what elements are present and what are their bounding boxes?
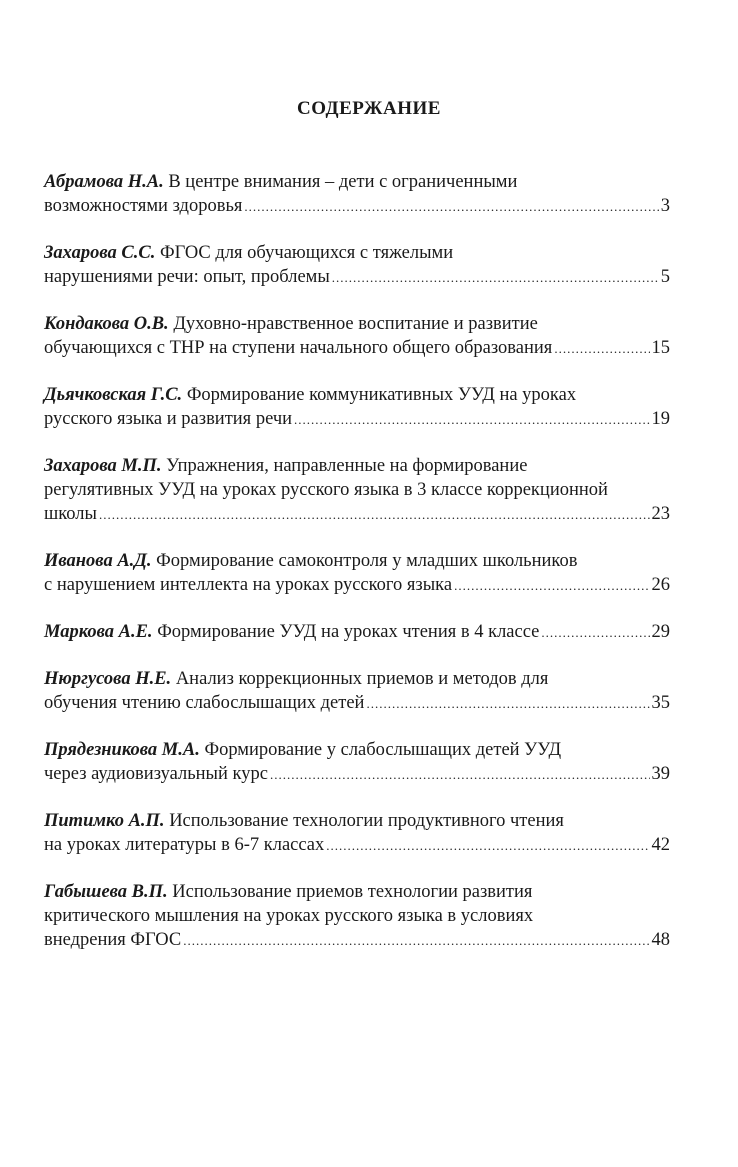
toc-entry-line — [44, 502, 670, 526]
toc-entry[interactable] — [44, 383, 670, 431]
dot-leader — [332, 266, 659, 290]
toc-title-text: Формирование коммуникативных УУД на уроках — [186, 385, 577, 405]
toc-entry[interactable] — [44, 667, 670, 715]
toc-entry-line — [44, 620, 670, 644]
toc-entry-text — [44, 740, 561, 760]
toc-title-text: Упражнения, направленные на формирование — [166, 456, 528, 476]
toc-entry-line — [44, 549, 670, 573]
toc-entry-line — [44, 880, 670, 904]
toc-entry-text — [44, 480, 608, 500]
toc-entry-text — [44, 906, 533, 926]
toc-title-text: с нарушением интеллекта на уроках русского языка — [44, 575, 453, 595]
toc-author: Захарова С.С. — [44, 243, 156, 263]
toc-entry-line — [44, 667, 670, 691]
toc-entry-line — [44, 738, 670, 762]
toc-author: Нюргусова Н.Е. — [44, 669, 172, 689]
toc-title-text: через аудиовизуальный курс — [44, 764, 268, 784]
toc-entry-text — [44, 620, 539, 644]
toc-page-number: 15 — [651, 338, 670, 358]
toc-entry-line — [44, 478, 670, 502]
toc-entry-text — [44, 928, 181, 952]
toc-entry-line — [44, 407, 670, 431]
toc-entry[interactable] — [44, 809, 670, 857]
toc-page-number: 26 — [651, 575, 670, 595]
toc-entry-line — [44, 336, 670, 360]
toc-entry-text — [44, 336, 552, 360]
toc-page-number: 35 — [651, 693, 670, 713]
toc-page-number: 48 — [651, 930, 670, 950]
toc-title-text: школы — [44, 504, 97, 524]
toc-author: Габышева В.П. — [44, 882, 168, 902]
toc-page-number: 23 — [651, 504, 670, 524]
toc-entry-line — [44, 762, 670, 786]
toc-entry-line — [44, 573, 670, 597]
toc-title-text: В центре внимания – дети с ограниченными — [168, 172, 518, 192]
toc-entry-line — [44, 383, 670, 407]
toc-entry-text — [44, 833, 324, 857]
toc-entry[interactable] — [44, 241, 670, 289]
dot-leader — [326, 834, 649, 858]
dot-leader — [454, 574, 649, 598]
toc-author: Иванова А.Д. — [44, 551, 152, 571]
dot-leader — [294, 408, 649, 432]
toc-page-number: 3 — [660, 196, 670, 216]
toc-entry-text — [44, 265, 330, 289]
toc-page-number: 5 — [660, 267, 670, 287]
toc-author: Захарова М.П. — [44, 456, 162, 476]
toc-entry[interactable] — [44, 454, 670, 526]
toc-title-text: обучающихся с ТНР на ступени начального общего образования — [44, 338, 553, 358]
toc-title-text: нарушениями речи: опыт, проблемы — [44, 267, 330, 287]
toc-entry[interactable] — [44, 312, 670, 360]
toc-entry-text — [44, 882, 532, 902]
toc-entry-line — [44, 241, 670, 265]
toc-author: Прядезникова М.А. — [44, 740, 200, 760]
toc-entry-line — [44, 265, 670, 289]
toc-entry-text — [44, 407, 292, 431]
dot-leader — [554, 337, 649, 361]
toc-entry[interactable] — [44, 620, 670, 644]
toc-title-text: Духовно-нравственное воспитание и развитие — [173, 314, 538, 334]
toc-title-text: на уроках литературы в 6-7 классах — [44, 835, 325, 855]
toc-title-text: Формирование у слабослышащих детей УУД — [204, 740, 562, 760]
dot-leader — [366, 692, 649, 716]
toc-entry-text — [44, 669, 548, 689]
toc-entry-line — [44, 194, 670, 218]
toc-entry-text — [44, 502, 97, 526]
toc-title-text: критического мышления на уроках русского языка в условиях — [44, 906, 534, 926]
toc-entry[interactable] — [44, 549, 670, 597]
toc-entry-text — [44, 314, 538, 334]
toc-entry[interactable] — [44, 880, 670, 952]
toc-author: Питимко А.П. — [44, 811, 165, 831]
toc-title-text: регулятивных УУД на уроках русского языка в 3 классе коррекционной — [44, 480, 608, 500]
toc-title-text: внедрения ФГОС — [44, 930, 182, 950]
toc-entry-text — [44, 243, 453, 263]
dot-leader — [244, 195, 658, 219]
toc-entry-line — [44, 809, 670, 833]
toc-author: Абрамова Н.А. — [44, 172, 164, 192]
toc-page-number: 42 — [651, 835, 670, 855]
toc-title-text: русского языка и развития речи — [44, 409, 293, 429]
toc-entry-text — [44, 385, 576, 405]
toc-title-text: Формирование самоконтроля у младших школьников — [156, 551, 578, 571]
toc-title-text: возможностями здоровья — [44, 196, 243, 216]
toc-page-number: 19 — [651, 409, 670, 429]
toc-author: Маркова А.Е. — [44, 622, 153, 642]
toc-author: Кондакова О.В. — [44, 314, 169, 334]
toc-entry-line — [44, 454, 670, 478]
toc-entry-text — [44, 172, 517, 192]
toc-entry-line — [44, 904, 670, 928]
toc-entry-text — [44, 573, 452, 597]
toc-title-text: Формирование УУД на уроках чтения в 4 классе — [157, 622, 540, 642]
toc-entry[interactable] — [44, 738, 670, 786]
toc-entry-line — [44, 928, 670, 952]
toc-entry-line — [44, 312, 670, 336]
toc-entry[interactable] — [44, 170, 670, 218]
toc-entry-line — [44, 170, 670, 194]
page-title: СОДЕРЖАНИЕ — [297, 98, 441, 119]
toc-title-text: обучения чтению слабослышащих детей — [44, 693, 365, 713]
toc-page-number: 39 — [651, 764, 670, 784]
dot-leader — [183, 929, 649, 953]
toc-title-text: Использование технологии продуктивного чтения — [169, 811, 564, 831]
dot-leader — [270, 763, 650, 787]
toc-title-text: Анализ коррекционных приемов и методов для — [175, 669, 549, 689]
toc-entry-text — [44, 551, 577, 571]
toc-title-text: Использование приемов технологии развития — [172, 882, 533, 902]
toc-entry-text — [44, 194, 242, 218]
toc-entry-text — [44, 691, 364, 715]
dot-leader — [541, 621, 649, 645]
toc-entry-text — [44, 762, 268, 786]
toc-title-text: ФГОС для обучающихся с тяжелыми — [160, 243, 454, 263]
dot-leader — [99, 503, 650, 527]
table-of-contents — [44, 170, 670, 975]
toc-entry-line — [44, 833, 670, 857]
toc-author: Дьячковская Г.С. — [44, 385, 183, 405]
toc-entry-text — [44, 811, 564, 831]
toc-page-number: 29 — [651, 622, 670, 642]
toc-entry-line — [44, 691, 670, 715]
toc-entry-text — [44, 456, 527, 476]
